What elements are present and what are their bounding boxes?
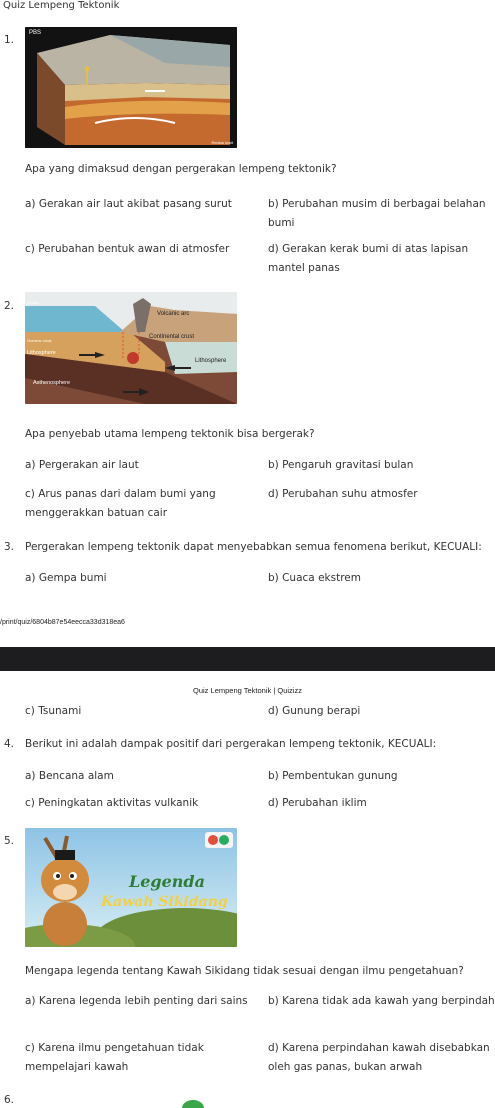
label-volcanic-arc: Volcanic arc xyxy=(157,311,190,317)
legend-title-line2: Kawah Sikidang xyxy=(101,894,228,910)
q3-option-d[interactable]: d) Gunung berapi xyxy=(268,705,361,717)
legend-title-line1: Legenda xyxy=(129,872,205,891)
footer-url[interactable]: /print/quiz/6804b87e54eecca33d318ea6 xyxy=(0,619,125,626)
label-continental-crust: Continental crust xyxy=(149,334,195,340)
question-number-5: 5. xyxy=(4,835,15,847)
page-title: Quiz Lempeng Tektonik xyxy=(3,0,120,11)
question-3-text: Pergerakan lempeng tektonik dapat menyebabkan semua fenomena berikut, KECUALI: xyxy=(25,541,482,553)
question-1-image xyxy=(25,27,237,148)
question-number-2: 2. xyxy=(4,300,15,312)
q3-option-c[interactable]: c) Tsunami xyxy=(25,705,82,717)
tectonic-block-diagram xyxy=(25,27,237,148)
image-credit: Redsia Icwit xyxy=(211,140,233,145)
question-5-text: Mengapa legenda tentang Kawah Sikidang tidak sesuai dengan ilmu pengetahuan? xyxy=(25,965,464,977)
q1-option-b[interactable]: b) Perubahan musim di berbagai belahan bumi xyxy=(268,198,486,229)
question-number-3: 3. xyxy=(4,541,15,553)
q5-option-d[interactable]: d) Karena perpindahan kawah disebabkan oleh gas panas, bukan arwah xyxy=(268,1042,490,1073)
q5-option-a[interactable]: a) Karena legenda lebih penting dari sains xyxy=(25,995,248,1007)
label-oceanic-crust: Oceanic crust xyxy=(27,338,52,343)
question-1-text: Apa yang dimaksud dengan pergerakan lempeng tektonik? xyxy=(25,163,337,175)
label-lithosphere-left: Lithosphere xyxy=(27,350,56,356)
question-6-image xyxy=(180,1098,206,1108)
q2-option-d[interactable]: d) Perubahan suhu atmosfer xyxy=(268,488,418,500)
label-asthenosphere: Asthenosphere xyxy=(33,380,70,386)
q1-option-c[interactable]: c) Perubahan bentuk awan di atmosfer xyxy=(25,243,230,255)
pbs-logo: PBS xyxy=(29,30,42,36)
question-number-1: 1. xyxy=(4,34,15,46)
q4-option-d[interactable]: d) Perubahan iklim xyxy=(268,797,367,809)
question-2-text: Apa penyebab utama lempeng tektonik bisa bergerak? xyxy=(25,428,315,440)
q5-option-c[interactable]: c) Karena ilmu pengetahuan tidak mempelajari kawah xyxy=(25,1042,204,1073)
q5-option-b[interactable]: b) Karena tidak ada kawah yang berpindah xyxy=(268,995,495,1007)
question-6-image-top xyxy=(180,1098,206,1108)
question-5-image xyxy=(25,828,237,947)
question-number-4: 4. xyxy=(4,738,15,750)
q3-option-b[interactable]: b) Cuaca ekstrem xyxy=(268,572,361,584)
q1-option-a[interactable]: a) Gerakan air laut akibat pasang surut xyxy=(25,198,232,210)
q1-option-d[interactable]: d) Gerakan kerak bumi di atas lapisan mantel panas xyxy=(268,243,469,274)
page-break xyxy=(0,647,495,671)
q4-option-b[interactable]: b) Pembentukan gunung xyxy=(268,770,398,782)
label-ocean: Ocean xyxy=(27,300,39,305)
q3-option-a[interactable]: a) Gempa bumi xyxy=(25,572,107,584)
question-4-text: Berikut ini adalah dampak positif dari pergerakan lempeng tektonik, KECUALI: xyxy=(25,738,437,750)
question-number-6: 6. xyxy=(4,1094,15,1106)
subduction-diagram xyxy=(25,292,237,404)
q4-option-a[interactable]: a) Bencana alam xyxy=(25,770,114,782)
page-2-header: Quiz Lempeng Tektonik | Quizizz xyxy=(193,686,302,695)
question-2-image xyxy=(25,292,237,404)
q2-option-a[interactable]: a) Pergerakan air laut xyxy=(25,459,139,471)
label-lithosphere-right: Lithosphere xyxy=(195,358,227,364)
q2-option-b[interactable]: b) Pengaruh gravitasi bulan xyxy=(268,459,414,471)
q2-option-c[interactable]: c) Arus panas dari dalam bumi yang menggerakkan batuan cair xyxy=(25,488,216,519)
q4-option-c[interactable]: c) Peningkatan aktivitas vulkanik xyxy=(25,797,199,809)
